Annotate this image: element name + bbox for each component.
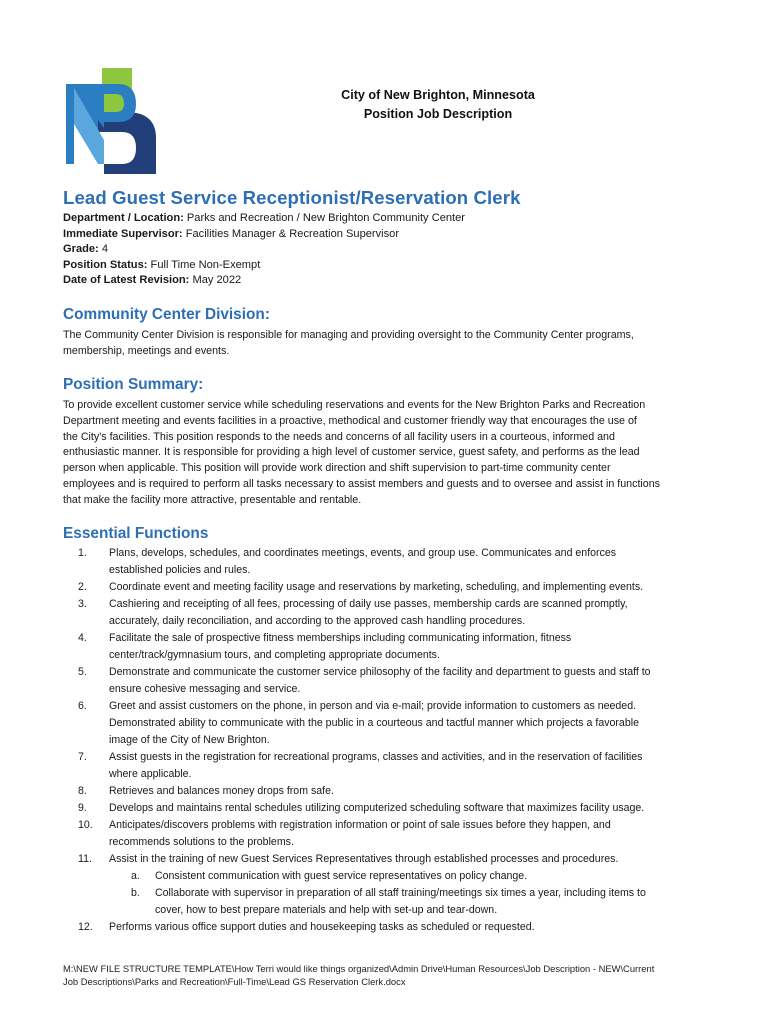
info-department: Department / Location: Parks and Recreation / New Brighton Community Center — [63, 212, 465, 224]
division-paragraph: The Community Center Division is responsible for managing and providing oversight to the Community Center programs, membership, meetings and events. — [63, 329, 634, 357]
position-info — [63, 211, 465, 289]
info-grade: Grade: 4 — [63, 243, 109, 256]
list-item: 10. Anticipates/discovers problems with registration information or point of sale issues before they happen, and recommends solutions to the problems. — [78, 819, 611, 848]
document-type: Position Job Description — [363, 107, 513, 121]
list-item: 6. Greet and assist customers on the phone, in person and via e-mail; provide information to customers as needed. Demonstrated ability to communicate with the public in a courteous and tactful manner which projects a favorable image of the City of New Brighton. — [78, 700, 639, 746]
info-supervisor: Immediate Supervisor: Facilities Manager & Recreation Supervisor — [63, 227, 400, 240]
division-heading: Community Center Division: — [63, 306, 270, 323]
list-item: 3. Cashiering and receipting of all fees, processing of daily use passes, membership cards are scanned promptly, accurately, daily reconciliation, and according to the approved cash handling procedures. — [78, 598, 628, 627]
list-item: 1. Plans, develops, schedules, and coordinates meetings, events, and group use. Communicates and enforces established policies and rules. — [78, 547, 617, 576]
list-item: 7. Assist guests in the registration for recreational programs, classes and activities, and in the reservation of facilities where applicable. — [78, 751, 643, 780]
list-item: 8. Retrieves and balances money drops from safe. — [78, 785, 334, 797]
file-path-footer: M:\NEW FILE STRUCTURE TEMPLATE\How Terri would like things organized\Admin Drive\Human Resources\Job Description - NEW\Current Job Descriptions\Parks and Recreation\Full-Time\Lead GS Reservation Clerk.docx — [63, 963, 655, 987]
summary-paragraph: To provide excellent customer service while scheduling reservations and events for the New Brighton Parks and Recreation Department meeting and events facilities in a proactive, methodical and customer friendly way that encourages the use of the City's facilities. This position responds to the needs and concerns of all facility users in a courteous, informed and enthusiastic manner. It is responsible for providing a high level of customer service, guest safety, and performs as the lead person when applicable. This position will provide work direction and shift supervision to part-time community center employees and is required to perform all tasks necessary to assist members and guests and to oversee and assist in functions that make the facility more attractive, presentable and rentable. — [63, 399, 661, 506]
document-header — [0, 86, 770, 124]
summary-heading: Position Summary: — [63, 376, 204, 393]
functions-heading: Essential Functions — [63, 525, 209, 542]
list-item: 12. Performs various office support duties and housekeeping tasks as scheduled or requested. — [78, 921, 535, 933]
list-item: 11. Assist in the training of new Guest Services Representatives through established processes and procedures. — [78, 853, 619, 865]
list-item: 2. Coordinate event and meeting facility usage and reservations by marketing, scheduling, and implementing events. — [78, 581, 644, 593]
sub-list-item: a. Consistent communication with guest service representatives on policy change. — [131, 870, 528, 882]
info-status: Position Status: Full Time Non-Exempt — [63, 258, 261, 271]
organization-name: City of New Brighton, Minnesota — [341, 88, 535, 102]
info-revision-date: Date of Latest Revision: May 2022 — [63, 274, 242, 287]
sub-list-item: b. Collaborate with supervisor in preparation of all staff training/meetings six times a year, including items to cover, how to best prepare materials and help with set-up and tear-down. — [131, 887, 646, 916]
functions-list — [63, 545, 723, 936]
list-item: 5. Demonstrate and communicate the customer service philosophy of the facility and department to guests and staff to ensure cohesive messaging and service. — [78, 666, 651, 695]
list-item: 4. Facilitate the sale of prospective fitness memberships including communicating information, fitness center/track/gymnasium tours, and completing appropriate documents. — [78, 632, 572, 661]
list-item: 9. Develops and maintains rental schedules utilizing computerized scheduling software that maximizes facility usage. — [78, 802, 645, 814]
page-title: Lead Guest Service Receptionist/Reservation Clerk — [63, 187, 521, 208]
